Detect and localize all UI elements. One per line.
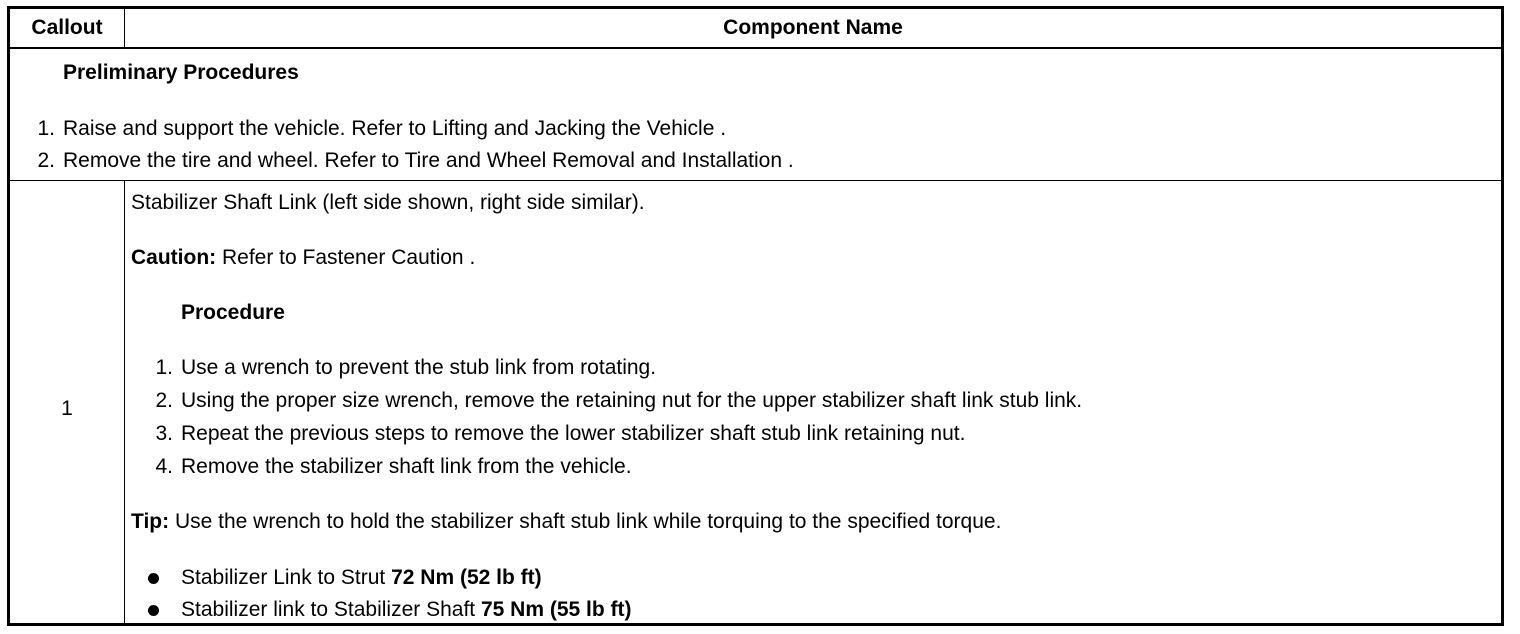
preliminary-step — [37, 149, 794, 173]
torque-text: Stabilizer Link to Strut — [181, 566, 392, 589]
caution-note — [131, 246, 475, 270]
step-text: Use a wrench to prevent the stub link from rotating. — [181, 356, 657, 379]
step-text: Remove the tire and wheel. Refer to Tire and Wheel Removal and Installation . — [63, 149, 794, 172]
step-text: Remove the stabilizer shaft link from the vehicle. — [181, 455, 632, 478]
bullet-icon — [148, 573, 159, 584]
step-text: Repeat the previous steps to remove the lower stabilizer shaft stub link retaining nut. — [181, 422, 966, 445]
header-callout: Callout — [31, 16, 103, 39]
callout-number: 1 — [61, 397, 73, 420]
procedure-step — [155, 356, 657, 380]
step-number: 3. — [155, 422, 173, 445]
torque-spec — [181, 566, 542, 590]
caution-text: Refer to Fastener Caution . — [216, 246, 476, 269]
step-text: Using the proper size wrench, remove the retaining nut for the upper stabilizer shaft link stub link. — [181, 389, 1083, 412]
row-divider — [124, 181, 125, 623]
header-component-name: Component Name — [723, 16, 903, 39]
procedure-step — [155, 389, 1083, 413]
step-number: 2. — [37, 149, 55, 172]
preliminary-step — [37, 117, 727, 141]
preliminary-title: Preliminary Procedures — [63, 61, 299, 84]
torque-text: Stabilizer link to Stabilizer Shaft — [181, 598, 481, 621]
torque-value: 75 Nm (55 lb ft) — [480, 598, 632, 621]
procedure-table — [7, 6, 1504, 626]
procedure-step — [155, 422, 966, 446]
tip-text: Use the wrench to hold the stabilizer shaft stub link while torquing to the specified torque. — [169, 510, 1002, 533]
tip-note — [131, 510, 1001, 534]
step-number: 2. — [155, 389, 173, 412]
procedure-step — [155, 455, 632, 479]
step-number: 4. — [155, 455, 173, 478]
preliminary-divider — [10, 180, 1501, 181]
step-text: Raise and support the vehicle. Refer to Lifting and Jacking the Vehicle . — [63, 117, 727, 140]
tip-label: Tip: — [131, 510, 170, 533]
bullet-icon — [148, 605, 159, 616]
procedure-title: Procedure — [181, 301, 285, 324]
caution-label: Caution: — [131, 246, 217, 269]
component-name: Stabilizer Shaft Link (left side shown, right side similar). — [131, 191, 645, 214]
header-divider — [124, 9, 125, 47]
torque-spec — [181, 598, 632, 622]
step-number: 1. — [155, 356, 173, 379]
torque-value: 72 Nm (52 lb ft) — [391, 566, 542, 589]
header-underline — [10, 47, 1501, 49]
step-number: 1. — [37, 117, 55, 140]
